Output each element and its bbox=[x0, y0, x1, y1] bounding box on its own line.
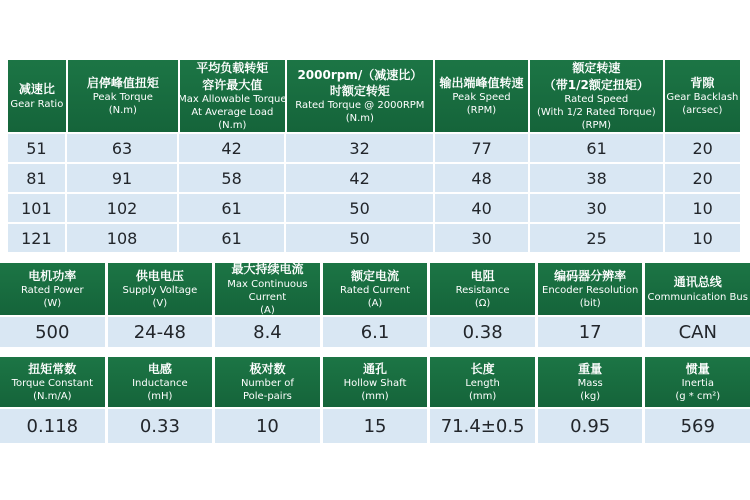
data-cell: 10 bbox=[215, 409, 320, 443]
header-en-line: (N.m) bbox=[108, 105, 137, 117]
header-en-line: (arcsec) bbox=[682, 105, 723, 117]
header-en-line: (RPM) bbox=[466, 105, 497, 117]
spec-table-electrical bbox=[0, 263, 750, 347]
data-cell: 20 bbox=[665, 134, 740, 162]
header-cell-4 bbox=[430, 357, 535, 407]
header-en-line: Torque Constant bbox=[11, 378, 93, 390]
header-zh-line: 背隙 bbox=[690, 75, 715, 90]
header-cell-5 bbox=[538, 357, 643, 407]
spec-table-gear bbox=[8, 60, 740, 252]
header-zh-line: 时额定转矩 bbox=[329, 84, 390, 98]
data-cell: 42 bbox=[286, 164, 433, 192]
data-cell: CAN bbox=[645, 317, 750, 347]
header-en-line: (RPM) bbox=[581, 119, 612, 131]
header-en-line: (bit) bbox=[579, 298, 601, 310]
data-cell: 10 bbox=[665, 224, 740, 252]
table-row bbox=[8, 164, 740, 192]
data-cell: 77 bbox=[435, 134, 528, 162]
header-zh-line: 重量 bbox=[578, 361, 603, 376]
header-cell-3 bbox=[323, 263, 428, 315]
data-cell: 58 bbox=[179, 164, 284, 192]
data-cell: 0.38 bbox=[430, 317, 535, 347]
header-en-line: Max Continuous bbox=[227, 278, 308, 290]
header-zh-line: 额定电流 bbox=[351, 268, 400, 283]
header-en-line: Supply Voltage bbox=[122, 285, 198, 297]
data-cell: 0.95 bbox=[538, 409, 643, 443]
header-zh-line: 电阻 bbox=[470, 268, 495, 283]
table-row bbox=[0, 317, 750, 347]
header-en-line: Inductance bbox=[132, 378, 188, 390]
header-en-line: Communication Bus bbox=[647, 291, 748, 303]
header-zh-line: 极对数 bbox=[249, 361, 286, 376]
header-en-line: Gear Ratio bbox=[10, 98, 64, 110]
header-cell-2 bbox=[215, 263, 320, 315]
data-cell: 8.4 bbox=[215, 317, 320, 347]
header-en-line: (mH) bbox=[147, 391, 173, 403]
header-en-line: Rated Torque @ 2000RPM bbox=[295, 100, 425, 112]
data-cell: 500 bbox=[0, 317, 105, 347]
header-row bbox=[0, 357, 750, 407]
table-row bbox=[8, 194, 740, 222]
header-cell-6 bbox=[645, 263, 750, 315]
header-en-line: (A) bbox=[260, 304, 275, 316]
header-en-line: Gear Backlash bbox=[666, 92, 739, 104]
header-en-line: At Average Load bbox=[191, 106, 274, 118]
data-cell: 38 bbox=[530, 164, 663, 192]
table-row bbox=[0, 409, 750, 443]
header-zh-line: 供电电压 bbox=[135, 268, 184, 283]
header-zh-line: 平均负载转矩 bbox=[196, 61, 269, 76]
header-cell-0 bbox=[0, 357, 105, 407]
data-cell: 61 bbox=[179, 194, 284, 222]
data-cell: 25 bbox=[530, 224, 663, 252]
header-en-line: (N.m) bbox=[218, 119, 247, 131]
header-en-line: (V) bbox=[152, 298, 168, 310]
header-en-line: Mass bbox=[577, 378, 603, 390]
data-cell: 30 bbox=[530, 194, 663, 222]
header-cell-0 bbox=[0, 263, 105, 315]
header-en-line: (With 1/2 Rated Torque) bbox=[536, 106, 656, 118]
header-cell-5 bbox=[538, 263, 643, 315]
header-cell-1 bbox=[68, 60, 178, 132]
header-en-line: (W) bbox=[43, 298, 62, 310]
header-en-line: (kg) bbox=[580, 391, 601, 403]
header-zh-line: 长度 bbox=[470, 361, 495, 376]
data-cell: 48 bbox=[435, 164, 528, 192]
header-en-line: Inertia bbox=[681, 378, 714, 390]
data-cell: 32 bbox=[286, 134, 433, 162]
header-en-line: Rated Current bbox=[340, 285, 411, 297]
header-cell-5 bbox=[530, 60, 663, 132]
header-en-line: (mm) bbox=[361, 391, 389, 403]
header-zh-line: 通讯总线 bbox=[673, 275, 722, 290]
header-zh-line: 电机功率 bbox=[28, 268, 77, 283]
data-cell: 102 bbox=[67, 194, 178, 222]
data-cell: 24-48 bbox=[108, 317, 213, 347]
header-zh-line: 编码器分辨率 bbox=[554, 268, 627, 283]
data-cell: 61 bbox=[530, 134, 663, 162]
header-en-line: (N.m/A) bbox=[33, 391, 72, 403]
data-cell: 20 bbox=[665, 164, 740, 192]
header-en-line: Length bbox=[465, 378, 500, 390]
data-cell: 30 bbox=[435, 224, 528, 252]
header-row bbox=[0, 263, 750, 315]
header-zh-line: 额定转速 bbox=[572, 61, 621, 76]
header-cell-1 bbox=[108, 357, 213, 407]
header-zh-line: （带1/2额定扭矩） bbox=[543, 77, 649, 92]
header-en-line: (g * cm²) bbox=[675, 391, 721, 403]
header-cell-2 bbox=[180, 60, 285, 132]
header-en-line: Rated Speed bbox=[564, 93, 629, 105]
data-cell: 6.1 bbox=[323, 317, 428, 347]
data-cell: 101 bbox=[8, 194, 65, 222]
header-en-line: Hollow Shaft bbox=[343, 378, 407, 390]
data-cell: 61 bbox=[179, 224, 284, 252]
header-en-line: Encoder Resolution bbox=[542, 285, 639, 297]
header-en-line: Current bbox=[248, 291, 287, 303]
data-cell: 71.4±0.5 bbox=[430, 409, 535, 443]
header-zh-line: 2000rpm/（减速比） bbox=[297, 67, 423, 82]
header-zh-line: 输出端峰值转速 bbox=[439, 75, 524, 90]
header-cell-1 bbox=[108, 263, 213, 315]
header-cell-3 bbox=[323, 357, 428, 407]
header-cell-2 bbox=[215, 357, 320, 407]
table-row bbox=[8, 224, 740, 252]
header-en-line: (A) bbox=[367, 298, 383, 310]
data-cell: 63 bbox=[67, 134, 178, 162]
header-en-line: (Ω) bbox=[474, 298, 491, 310]
header-cell-0 bbox=[8, 60, 66, 132]
header-en-line: Number of bbox=[240, 378, 294, 390]
header-zh-line: 扭矩常数 bbox=[28, 361, 77, 376]
data-cell: 0.118 bbox=[0, 409, 105, 443]
data-cell: 42 bbox=[179, 134, 284, 162]
header-en-line: (N.m) bbox=[345, 113, 374, 125]
header-zh-line: 容许最大值 bbox=[202, 77, 263, 92]
data-cell: 108 bbox=[67, 224, 178, 252]
header-cell-6 bbox=[645, 357, 750, 407]
data-cell: 0.33 bbox=[108, 409, 213, 443]
header-cell-6 bbox=[665, 60, 740, 132]
header-en-line: (mm) bbox=[468, 391, 497, 403]
header-zh-line: 启停峰值扭矩 bbox=[86, 75, 159, 90]
data-cell: 50 bbox=[286, 224, 433, 252]
header-zh-line: 惯量 bbox=[685, 361, 710, 376]
data-cell: 10 bbox=[665, 194, 740, 222]
data-cell: 91 bbox=[67, 164, 178, 192]
data-cell: 17 bbox=[538, 317, 643, 347]
header-zh-line: 减速比 bbox=[18, 82, 55, 97]
data-cell: 40 bbox=[435, 194, 528, 222]
header-cell-4 bbox=[430, 263, 535, 315]
header-en-line: Resistance bbox=[455, 285, 510, 297]
header-en-line: Pole-pairs bbox=[242, 391, 292, 403]
header-en-line: Peak Torque bbox=[92, 92, 153, 104]
header-en-line: Peak Speed bbox=[452, 92, 511, 104]
spec-table-mechanical bbox=[0, 357, 750, 443]
data-cell: 51 bbox=[8, 134, 65, 162]
header-cell-3 bbox=[287, 60, 434, 132]
data-cell: 81 bbox=[8, 164, 65, 192]
header-cell-4 bbox=[435, 60, 528, 132]
header-zh-line: 最大持续电流 bbox=[231, 262, 304, 277]
header-zh-line: 通孔 bbox=[363, 361, 388, 376]
header-en-line: Rated Power bbox=[20, 285, 84, 297]
header-en-line: Max Allowable Torque bbox=[178, 93, 287, 105]
header-zh-line: 电感 bbox=[147, 361, 172, 376]
data-cell: 15 bbox=[323, 409, 428, 443]
data-cell: 50 bbox=[286, 194, 433, 222]
data-cell: 569 bbox=[645, 409, 750, 443]
data-cell: 121 bbox=[8, 224, 65, 252]
header-row bbox=[8, 60, 740, 132]
table-row bbox=[8, 134, 740, 162]
